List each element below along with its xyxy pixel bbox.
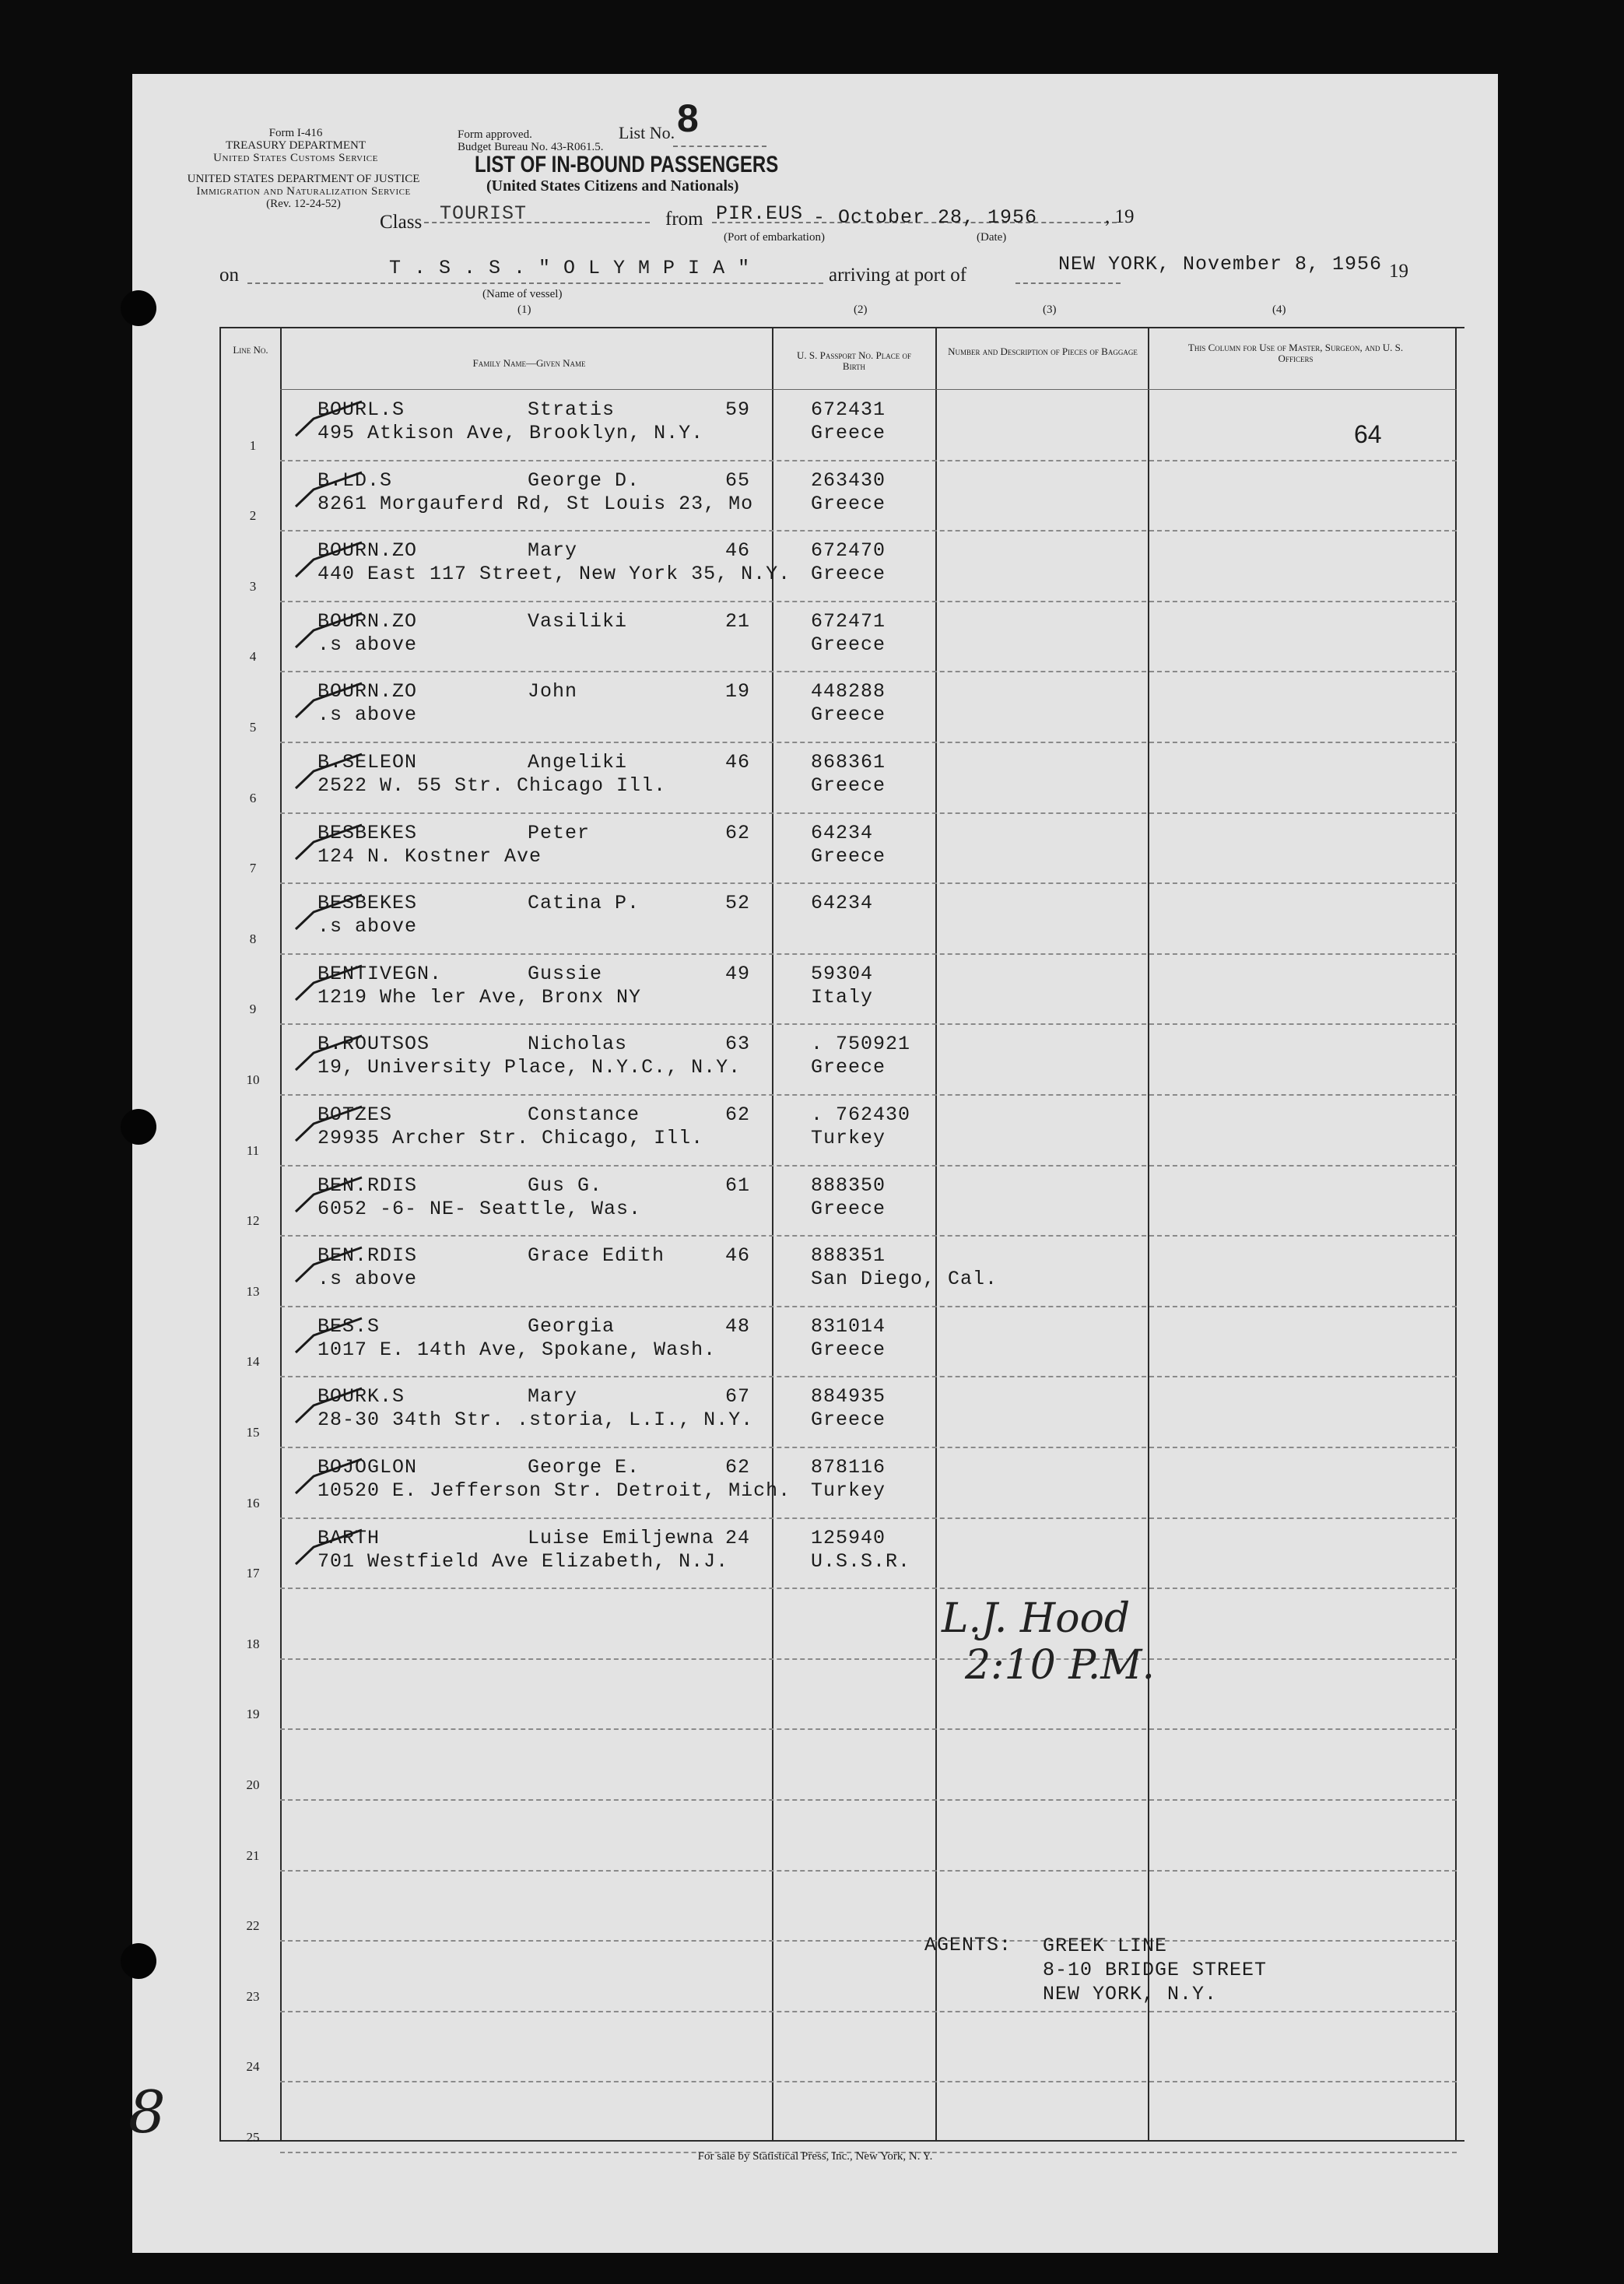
passport-number: . 750921 [811,1033,911,1055]
header-line-no: Line No. [233,344,268,356]
place-of-birth: Italy [811,986,874,1009]
passport-number: 878116 [811,1456,886,1479]
check-mark-icon [292,1524,366,1570]
passport-number: 263430 [811,469,886,492]
place-of-birth: Greece [811,563,886,585]
row-divider [280,1447,1457,1448]
given-name: Gus G. [528,1174,603,1197]
family-name: BOURK.S [317,1385,405,1408]
passport-number: 888350 [811,1174,886,1197]
agents-label: AGENTS: [924,1934,1012,1956]
row-divider [280,953,1457,955]
address: 124 N. Kostner Ave [317,845,542,868]
passport-number: 888351 [811,1244,886,1267]
check-mark-icon [292,466,366,513]
form-dept-block [179,127,412,164]
place-of-birth: Greece [811,703,886,726]
printer-footer: For sale by Statistical Press, Inc., New York, N. Y. [697,2150,933,2163]
given-name: Peter [528,822,591,844]
family-name: BEN.RDIS [317,1174,418,1197]
given-name: Georgia [528,1315,616,1338]
passport-number: 672471 [811,610,886,633]
check-mark-icon [292,1171,366,1218]
agents-street: 8-10 BRIDGE STREET [1043,1959,1268,1981]
age: 61 [725,1174,751,1197]
age: 52 [725,892,751,914]
family-name: B.LD.S [317,469,393,492]
check-mark-icon [292,960,366,1006]
given-name: Vasiliki [528,610,628,633]
vessel-caption: (Name of vessel) [482,288,563,300]
age: 46 [725,751,751,774]
approval-line1: Form approved. [458,128,532,141]
age: 63 [725,1033,751,1055]
row-divider [280,1799,1457,1801]
family-name: BOURN.ZO [317,610,418,633]
row-divider [280,1094,1457,1096]
given-name: Gussie [528,963,603,985]
line-number: 10 [246,1072,260,1087]
line-number: 18 [246,1637,260,1651]
form-justice-block [163,173,444,210]
header-baggage: Number and Description of Pieces of Baggage [948,346,1138,357]
age: 62 [725,822,751,844]
address: 701 Westfield Ave Elizabeth, N.J. [317,1550,729,1573]
check-mark-icon [292,819,366,865]
check-mark-icon [292,889,366,935]
check-mark-icon [292,395,366,442]
place-of-birth: Greece [811,1338,886,1361]
page-subtitle: (United States Citizens and Nationals) [486,177,739,195]
punch-hole-top [121,290,156,326]
line-number: 6 [249,791,257,805]
arrival-port-date: NEW YORK, November 8, 1956 [1058,253,1383,275]
family-name: BARTH [317,1527,381,1549]
given-name: Constance [528,1103,640,1126]
port-caption: (Port of embarkation) [724,231,825,244]
age: 46 [725,1244,751,1267]
line-number: 1 [249,438,257,453]
header-passport: U. S. Passport No. Place of Birth [797,349,911,372]
port-of-embarkation: PIR.EUS [716,202,804,225]
line-number: 20 [246,1777,260,1792]
check-mark-icon [292,1312,366,1359]
line-number: 5 [249,720,257,735]
address: 1017 E. 14th Ave, Spokane, Wash. [317,1338,717,1361]
address: .s above [317,1268,418,1290]
dept-immigration: Immigration and Naturalization Service [196,185,411,198]
line-number: 22 [246,1918,260,1933]
line-number: 16 [246,1496,260,1510]
address: 440 East 117 Street, New York 35, N.Y. [317,563,791,585]
address: .s above [317,633,418,656]
line-number: 2 [249,508,257,523]
line-number: 15 [246,1425,260,1440]
dept-treasury: TREASURY DEPARTMENT [225,139,367,152]
check-mark-icon [292,677,366,724]
age: 24 [725,1527,751,1549]
passport-number: 125940 [811,1527,886,1549]
address: 10520 E. Jefferson Str. Detroit, Mich. [317,1479,791,1502]
check-mark-icon [292,607,366,654]
place-of-birth: Turkey [811,1479,886,1502]
line-number: 12 [246,1213,260,1228]
row-divider [280,1588,1457,1589]
place-of-birth: Greece [811,845,886,868]
place-of-birth: Greece [811,1409,886,1431]
row-divider [280,2081,1457,2082]
age: 21 [725,610,751,633]
form-approval [458,128,603,153]
check-mark-icon [292,748,366,795]
table-bottom-border [219,2140,1464,2142]
signature-time: 2:10 P.M. [965,1642,1156,1689]
punch-hole-bottom [121,1943,156,1979]
address: 28-30 34th Str. .storia, L.I., N.Y. [317,1409,754,1431]
family-name: BOURN.ZO [317,680,418,703]
form-revision: (Rev. 12-24-52) [266,198,341,210]
place-of-birth: Greece [811,422,886,444]
passport-number: 672470 [811,539,886,562]
row-divider [280,1306,1457,1307]
family-name: B.SELEON [317,751,418,774]
row-divider [280,671,1457,672]
place-of-birth: Greece [811,1198,886,1220]
header-officers: This Column for Use of Master, Surgeon, and U. S. Officers [1187,342,1404,364]
given-name: Catina P. [528,892,640,914]
address: 1219 Whe ler Ave, Bronx NY [317,986,642,1009]
table-left-border [219,327,221,2142]
punch-hole-middle [121,1109,156,1145]
row-divider [280,742,1457,743]
address: 29935 Archer Str. Chicago, Ill. [317,1127,704,1149]
place-of-birth: Greece [811,493,886,515]
check-mark-icon [292,536,366,583]
row-divider [280,1023,1457,1025]
age: 19 [725,680,751,703]
check-mark-icon [292,1453,366,1500]
family-name: B.ROUTSOS [317,1033,430,1055]
row-divider [280,1517,1457,1519]
check-mark-icon [292,1100,366,1147]
address: 2522 W. 55 Str. Chicago Ill. [317,774,667,797]
passport-number: 59304 [811,963,874,985]
date-caption: (Date) [977,231,1007,244]
embarkation-date: - October 28, 1956 [813,206,1038,229]
year-suffix: , 19 [1105,206,1135,227]
arrival-year-suffix: 19 [1389,261,1408,282]
age: 49 [725,963,751,985]
dept-justice: UNITED STATES DEPARTMENT OF JUSTICE [187,173,420,185]
agents-block [1043,1934,1267,2006]
passport-number: 672431 [811,398,886,421]
row-divider [280,882,1457,884]
passport-number: 868361 [811,751,886,774]
place-of-birth: Greece [811,633,886,656]
row-divider [280,1870,1457,1872]
line-number: 11 [246,1143,260,1158]
col-caption-4: (4) [1272,303,1286,316]
row-divider [280,460,1457,461]
arrival-underline [1015,282,1121,284]
row-divider [280,1658,1457,1660]
passport-number: . 762430 [811,1103,911,1126]
on-label: on [219,265,239,286]
family-name: BOURN.ZO [317,539,418,562]
officer-signature [942,1595,1155,1689]
line-number: 4 [249,649,257,664]
line-number: 9 [249,1002,257,1016]
line-number: 24 [246,2059,260,2074]
row-divider [280,1728,1457,1730]
place-of-birth: Greece [811,1056,886,1079]
vessel-underline [247,282,823,284]
age: 48 [725,1315,751,1338]
given-name: Mary [528,1385,578,1408]
col-caption-1: (1) [517,303,531,316]
row-divider [280,530,1457,532]
from-label: from [665,209,703,230]
place-of-birth: San Diego, Cal. [811,1268,998,1290]
given-name: Stratis [528,398,616,421]
given-name: George D. [528,469,640,492]
place-of-birth: Turkey [811,1127,886,1149]
address: 19, University Place, N.Y.C., N.Y. [317,1056,742,1079]
check-mark-icon [292,1382,366,1429]
line-number: 19 [246,1707,260,1721]
family-name: BESBEKES [317,892,418,914]
place-of-birth: Greece [811,774,886,797]
family-name: BENTIVEGN. [317,963,443,985]
list-no-label: List No. [619,123,675,142]
family-name: BES.S [317,1315,381,1338]
given-name: Angeliki [528,751,628,774]
arriving-label: arriving at port of [829,265,967,286]
family-name: BOURL.S [317,398,405,421]
address: 495 Atkison Ave, Brooklyn, N.Y. [317,422,704,444]
line-number: 25 [246,2130,260,2145]
address: .s above [317,915,418,938]
line-number: 21 [246,1848,260,1863]
list-number: 8 [677,96,699,140]
age: 65 [725,469,751,492]
address: 8261 Morgauferd Rd, St Louis 23, Mo [317,493,754,515]
passport-number: 448288 [811,680,886,703]
line-number: 17 [246,1566,260,1581]
row-divider [280,1376,1457,1377]
row-divider [280,812,1457,814]
age: 62 [725,1456,751,1479]
row-divider [280,601,1457,602]
form-number: Form I-416 [268,127,323,139]
address: 6052 -6- NE- Seattle, Was. [317,1198,642,1220]
age: 67 [725,1385,751,1408]
family-name: BOTZES [317,1103,393,1126]
check-mark-icon [292,1030,366,1076]
passport-number: 64234 [811,892,874,914]
class-value: TOURIST [440,202,528,225]
given-name: Grace Edith [528,1244,665,1267]
family-name: BESBEKES [317,822,418,844]
line-number: 7 [249,861,257,875]
row-divider [280,1165,1457,1167]
row-divider [280,1235,1457,1237]
given-name: John [528,680,578,703]
family-name: BEN.RDIS [317,1244,418,1267]
given-name: Luise Emiljewna [528,1527,715,1549]
family-name: BOJOGLON [317,1456,418,1479]
agents-city: NEW YORK, N.Y. [1043,1983,1218,2005]
vessel-name: T . S . S . " O L Y M P I A " [389,257,751,279]
header-name: Family Name—Given Name [472,357,586,369]
check-mark-icon [292,1241,366,1288]
given-name: George E. [528,1456,640,1479]
row-divider [280,1940,1457,1942]
class-label: Class [380,212,423,233]
agents-name: GREEK LINE [1043,1935,1168,1957]
passport-number: 831014 [811,1315,886,1338]
passport-number: 64234 [811,822,874,844]
line-number: 14 [246,1354,260,1369]
place-of-birth: U.S.S.R. [811,1550,911,1573]
age: 62 [725,1103,751,1126]
given-name: Mary [528,539,578,562]
page-title: LIST OF IN-BOUND PASSENGERS [475,152,779,177]
approval-line2: Budget Bureau No. 43-R061.5. [458,141,604,153]
line-number: 8 [249,931,257,946]
line-number: 13 [246,1284,260,1299]
line-number: 23 [246,1989,260,2004]
col-caption-3: (3) [1043,303,1057,316]
col-caption-2: (2) [854,303,868,316]
margin-note: 8 [128,2078,166,2146]
dept-customs: United States Customs Service [213,152,378,164]
age: 46 [725,539,751,562]
header-bottom-rule [280,389,1457,390]
age: 59 [725,398,751,421]
passenger-list-page [128,74,1498,2253]
passport-number: 884935 [811,1385,886,1408]
row-divider [280,2011,1457,2012]
address: .s above [317,703,418,726]
signature-line1: L.J. Hood [942,1595,1131,1642]
table-top-border [219,327,1464,328]
line-number: 3 [249,579,257,594]
given-name: Nicholas [528,1033,628,1055]
officer-note: 64 [1354,420,1382,448]
